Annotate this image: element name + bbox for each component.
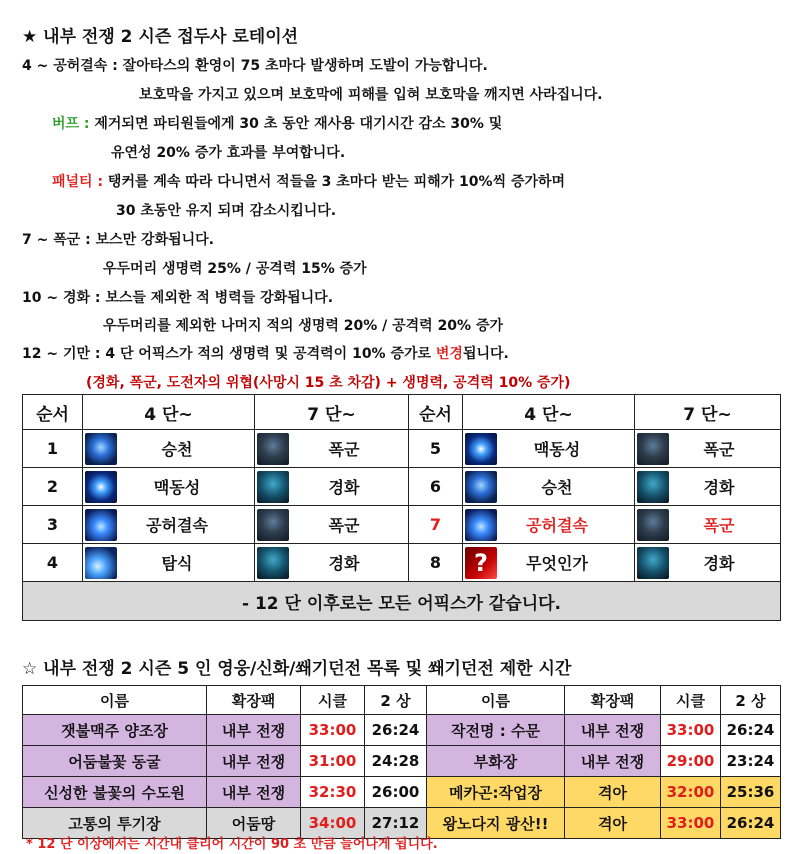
dungeon-expansion: 내부 전쟁 [207,777,301,808]
affix-label: 무엇인가 [526,554,588,573]
explosive-icon [85,547,117,579]
penalty-line [52,171,565,191]
rotation-footer: - 12 단 이후로는 모든 어픽스가 같습니다. [23,582,781,621]
header-7-1: 7 단~ [255,395,409,430]
affix-cell [83,430,255,468]
section1-title: ★ 내부 전쟁 2 시즌 접두사 로테이션 [22,27,299,47]
affix-label: 폭군 [328,440,360,459]
affix-cell [255,544,409,582]
affix-cell [635,506,781,544]
fortified-icon [257,471,289,503]
affix-cell [83,544,255,582]
dungeon-two-chest: 24:28 [365,746,427,777]
dungeon-timer: 33:00 [661,808,721,839]
dungeon-expansion: 어둠땅 [207,808,301,839]
line-4b: 보호막을 가지고 있으며 보호막에 피해를 입혀 보호막을 깨지면 사라집니다. [139,87,603,103]
rotation-row [23,468,781,506]
line-10: 10 ~ 경화 : 보스들 제외한 적 병력들 강화됩니다. [22,290,334,306]
affix-label: 경화 [328,554,360,573]
affix-cell [83,468,255,506]
dungeon-expansion: 격아 [565,808,661,839]
affix-cell [255,506,409,544]
affix-cell [463,544,635,582]
header-name-1: 이름 [23,686,207,715]
order-cell: 5 [409,430,463,468]
header-two-2: 2 상 [721,686,781,715]
dungeon-table [22,685,781,839]
buff-text: 제거되면 파티원들에게 30 초 동안 재사용 대기시간 감소 30% 및 [94,116,503,132]
header-name-2: 이름 [427,686,565,715]
order-cell: 7 [409,506,463,544]
dungeon-header-row [23,686,781,715]
dungeon-two-chest: 26:24 [721,715,781,746]
dungeon-timer: 32:30 [301,777,365,808]
line-4 [22,55,488,75]
affix-cell [635,544,781,582]
order-cell: 3 [23,506,83,544]
header-7-2: 7 단~ [635,395,781,430]
dungeon-two-chest: 26:24 [365,715,427,746]
dungeon-two-chest: 26:24 [721,808,781,839]
header-time-1: 시클 [301,686,365,715]
affix-label: 맥동성 [533,440,581,459]
line-7: 7 ~ 폭군 : 보스만 강화됩니다. [22,232,214,248]
tyrannical-icon [257,433,289,465]
question-mark-icon: ? [465,547,497,579]
line-12-post: 됩니다. [462,346,509,362]
affix-label: 경화 [703,478,735,497]
order-cell: 1 [23,430,83,468]
header-order-1: 순서 [23,395,83,430]
rotation-footer-row [23,582,781,621]
header-exp-2: 확장팩 [565,686,661,715]
fortified-icon [637,547,669,579]
header-order-2: 순서 [409,395,463,430]
dungeon-name: 잿불맥주 양조장 [23,715,207,746]
line-12-red: 변경 [435,346,463,362]
tyrannical-icon [637,509,669,541]
tyrannical-icon [257,509,289,541]
affix-label: 경화 [703,554,735,573]
affix-cell [255,468,409,506]
fortified-icon [637,471,669,503]
affix-cell [463,506,635,544]
rotation-row [23,544,781,582]
dungeon-two-chest: 27:12 [365,808,427,839]
dungeon-name: 작전명 : 수문 [427,715,565,746]
affix-label: 맥동성 [153,478,201,497]
order-cell: 4 [23,544,83,582]
dungeon-name: 고통의 투기장 [23,808,207,839]
dungeon-row [23,746,781,777]
tyrannical-icon [637,433,669,465]
affix-cell [635,468,781,506]
penalty-text: 탱커를 계속 따라 다니면서 적들을 3 초마다 받는 피해가 10%씩 증가하며 [107,174,566,190]
affix-cell [635,430,781,468]
buff-line [52,113,502,133]
affix-cell [463,468,635,506]
order-cell: 2 [23,468,83,506]
line-12-pre: 12 ~ 기만 : 4 단 어픽스가 적의 생명력 및 공격력이 10% 증가로 [22,346,436,362]
line-12 [22,343,509,363]
affix-label: 공허결속 [526,516,588,535]
affix-cell [463,430,635,468]
dungeon-timer: 34:00 [301,808,365,839]
footnote: * 12 단 이상에서는 시간내 클리어 시간이 90 초 만큼 늘어나게 됩니다. [26,837,438,852]
vortex-icon [85,471,117,503]
rotation-header-row [23,395,781,430]
header-4-1: 4 단~ [83,395,255,430]
buff-label: 버프 : [52,116,90,132]
dungeon-name: 어둠불꽃 동굴 [23,746,207,777]
dungeon-expansion: 내부 전쟁 [565,746,661,777]
dungeon-expansion: 내부 전쟁 [565,715,661,746]
dungeon-expansion: 격아 [565,777,661,808]
ascend-icon [85,433,117,465]
dungeon-two-chest: 25:36 [721,777,781,808]
rotation-row [23,506,781,544]
dungeon-expansion: 내부 전쟁 [207,715,301,746]
dungeon-two-chest: 23:24 [721,746,781,777]
dungeon-timer: 32:00 [661,777,721,808]
dungeon-timer: 33:00 [301,715,365,746]
affix-label: 승천 [541,478,573,497]
dungeon-row [23,777,781,808]
penalty-label: 패널티 : [52,174,104,190]
dungeon-timer: 33:00 [661,715,721,746]
line-12b: (경화, 폭군, 도전자의 위협(사망시 15 초 차감) + 생명력, 공격력 10% 증가) [86,375,571,391]
dungeon-name: 메카곤:작업장 [427,777,565,808]
buff-text2: 유연성 20% 증가 효과를 부여합니다. [111,145,346,161]
affix-label: 경화 [328,478,360,497]
dungeon-timer: 31:00 [301,746,365,777]
line-4-label: 4 ~ 공허결속 : [22,58,118,74]
line-10b: 우두머리를 제외한 나머지 적의 생명력 20% / 공격력 20% 증가 [103,318,504,334]
fortified-icon [257,547,289,579]
section2-title: ☆ 내부 전쟁 2 시즌 5 인 영웅/신화/쐐기던전 목록 및 쐐기던전 제한 시간 [22,659,572,679]
header-4-2: 4 단~ [463,395,635,430]
rotation-row [23,430,781,468]
affix-label: 승천 [161,440,193,459]
rotation-table [22,394,781,621]
line-4-text: 잘아타스의 환영이 75 초마다 발생하며 도발이 가능합니다. [122,58,488,74]
vortex-icon [465,433,497,465]
affix-label: 탐식 [161,554,193,573]
header-two-1: 2 상 [365,686,427,715]
dungeon-name: 왕노다지 광산!! [427,808,565,839]
header-exp-1: 확장팩 [207,686,301,715]
line-7b: 우두머리 생명력 25% / 공격력 15% 증가 [103,261,367,277]
void-icon [465,509,497,541]
dungeon-name: 부화장 [427,746,565,777]
dungeon-two-chest: 26:00 [365,777,427,808]
affix-cell [255,430,409,468]
header-time-2: 시클 [661,686,721,715]
order-cell: 6 [409,468,463,506]
order-cell: 8 [409,544,463,582]
affix-label: 공허결속 [146,516,208,535]
ascend-icon [465,471,497,503]
dungeon-expansion: 내부 전쟁 [207,746,301,777]
dungeon-row [23,715,781,746]
penalty-text2: 30 초동안 유지 되며 감소시킵니다. [116,203,337,219]
void-icon [85,509,117,541]
affix-label: 폭군 [703,440,735,459]
affix-label: 폭군 [328,516,360,535]
dungeon-name: 신성한 불꽃의 수도원 [23,777,207,808]
dungeon-timer: 29:00 [661,746,721,777]
affix-cell [83,506,255,544]
affix-label: 폭군 [703,516,735,535]
